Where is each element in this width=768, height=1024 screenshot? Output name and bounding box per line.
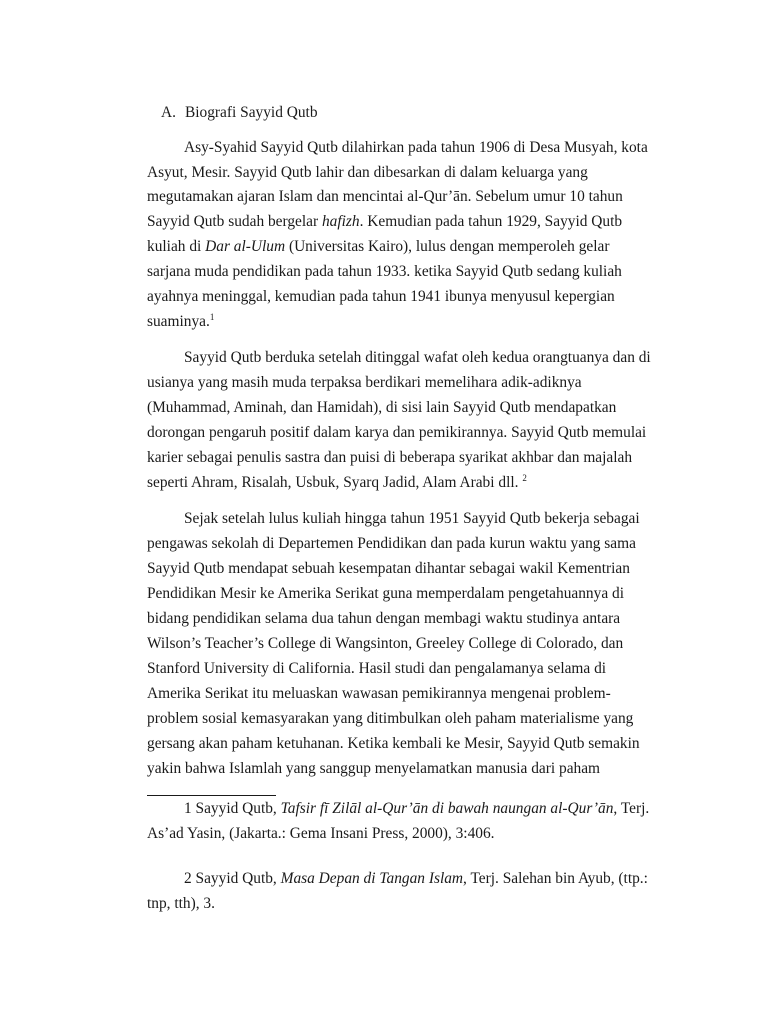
footnote-1-line-2: As’ad Yasin, (Jakarta.: Gema Insani Press, 2000), 3:406. xyxy=(147,825,495,842)
text: 2 Sayyid Qutb, xyxy=(184,870,281,887)
footnote-1-line-1 xyxy=(184,797,649,821)
paragraph-1-line-7: ayahnya meninggal, kemudian pada tahun 1941 ibunya menyusul kepergian xyxy=(147,288,615,305)
paragraph-3-line-5: bidang pendidikan selama dua tahun dengan membagi waktu studinya antara xyxy=(147,610,621,627)
text: seperti Ahram, Risalah, Usbuk, Syarq Jadid, Alam Arabi dll. xyxy=(147,474,523,491)
book-title: Masa Depan di Tangan Islam xyxy=(280,870,464,887)
text: 1 Sayyid Qutb, xyxy=(184,800,281,817)
paragraph-1-line-6: sarjana muda pendidikan pada tahun 1933. ketika Sayyid Qutb sedang kuliah xyxy=(147,263,622,280)
text: , Terj. xyxy=(613,800,650,817)
text: suaminya. xyxy=(147,313,210,330)
paragraph-3-line-9: problem sosial kemasyarakan yang ditimbulkan oleh paham materialisme yang xyxy=(147,710,634,727)
paragraph-2-line-3: (Muhammad, Aminah, dan Hamidah), di sisi lain Sayyid Qutb mendapatkan xyxy=(147,399,617,416)
text: , Terj. Salehan bin Ayub, (ttp.: xyxy=(463,870,648,887)
paragraph-3-line-4: Pendidikan Mesir ke Amerika Serikat guna memperdalam pengetahuannya di xyxy=(147,585,624,602)
footnote-2-line-1 xyxy=(184,867,648,891)
text: kuliah di xyxy=(147,238,206,255)
paragraph-1-line-2: Asyut, Mesir. Sayyid Qutb lahir dan dibesarkan di dalam keluarga yang xyxy=(147,164,588,181)
section-marker: A. xyxy=(161,104,176,121)
paragraph-3-line-11: yakin bahwa Islamlah yang sanggup menyelamatkan manusia dari paham xyxy=(147,760,601,777)
paragraph-2-line-4: dorongan pengaruh positif dalam karya dan pemikirannya. Sayyid Qutb memulai xyxy=(147,424,647,441)
book-title: Tafsir fī Zilāl al-Qur’ān di bawah naungan al-Qur’ān xyxy=(280,800,614,817)
footnote-divider xyxy=(147,795,276,796)
paragraph-1-line-8 xyxy=(147,310,214,334)
paragraph-3-line-8: Amerika Serikat itu meluaskan wawasan pemikirannya mengenai problem- xyxy=(147,685,611,702)
paragraph-2-line-6 xyxy=(147,471,527,495)
paragraph-3-line-10: gersang akan paham ketuhanan. Ketika kembali ke Mesir, Sayyid Qutb semakin xyxy=(147,735,640,752)
text: (Universitas Kairo), lulus dengan memperoleh gelar xyxy=(285,238,610,255)
text: Sayyid Qutb sudah bergelar xyxy=(147,213,322,230)
paragraph-2-line-5: karier sebagai penulis sastra dan puisi di beberapa syarikat akhbar dan majalah xyxy=(147,449,633,466)
section-title: Biografi Sayyid Qutb xyxy=(185,104,318,121)
paragraph-1-line-4 xyxy=(147,210,622,234)
text: . Kemudian pada tahun 1929, Sayyid Qutb xyxy=(359,213,623,230)
paragraph-2-line-1: Sayyid Qutb berduka setelah ditinggal wafat oleh kedua orangtuanya dan di xyxy=(184,349,651,366)
footnote-ref-2[interactable]: 2 xyxy=(522,473,527,483)
paragraph-2-line-2: usianya yang masih muda terpaksa berdikari memelihara adik-adiknya xyxy=(147,374,582,391)
paragraph-3-line-6: Wilson’s Teacher’s College di Wangsinton, Greeley College di Colorado, dan xyxy=(147,635,624,652)
paragraph-1-line-5 xyxy=(147,235,609,259)
footnote-2-line-2: tnp, tth), 3. xyxy=(147,895,215,912)
section-heading xyxy=(161,101,318,125)
paragraph-1-line-1: Asy-Syahid Sayyid Qutb dilahirkan pada tahun 1906 di Desa Musyah, kota xyxy=(184,139,648,156)
paragraph-1-line-3: megutamakan ajaran Islam dan mencintai al-Qur’ān. Sebelum umur 10 tahun xyxy=(147,188,623,205)
italic-term: Dar al-Ulum xyxy=(205,238,286,255)
paragraph-3-line-3: Sayyid Qutb mendapat sebuah kesempatan dihantar sebagai wakil Kementrian xyxy=(147,560,630,577)
paragraph-3-line-7: Stanford University di California. Hasil studi dan pengalamanya selama di xyxy=(147,660,607,677)
footnote-ref-1[interactable]: 1 xyxy=(209,312,215,322)
paragraph-3-line-2: pengawas sekolah di Departemen Pendidikan dan pada kurun waktu yang sama xyxy=(147,535,636,552)
italic-term: hafizh xyxy=(321,213,360,230)
paragraph-3-line-1: Sejak setelah lulus kuliah hingga tahun 1951 Sayyid Qutb bekerja sebagai xyxy=(184,510,640,527)
